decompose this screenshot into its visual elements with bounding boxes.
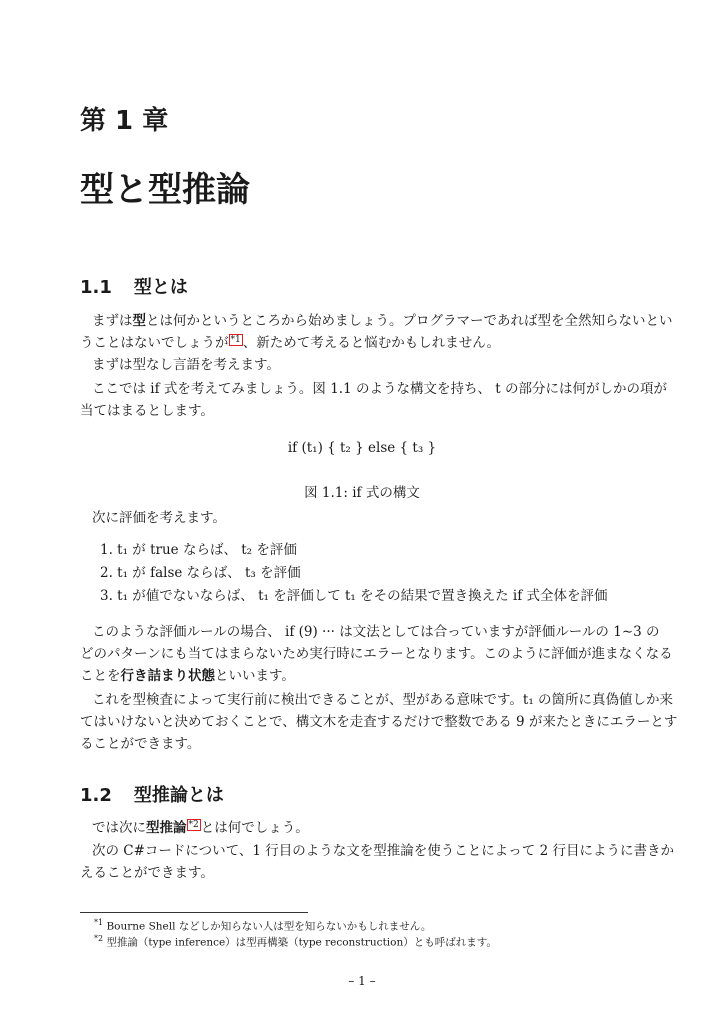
emphasis: 型推論 (146, 820, 187, 836)
paragraph-line: このような評価ルールの場合、 if (9) ··· は文法としては合っていますが評価ルールの 1∼3 の (92, 624, 660, 640)
emphasis: 型 (132, 313, 146, 329)
emphasis: 行き詰まり状態 (120, 668, 215, 684)
paragraph-line: まずは型なし言語を考えます。 (92, 357, 280, 373)
paragraph-line: どのパターンにも当てはまらないため実行時にエラーとなります。このように評価が進まなくなる (80, 646, 673, 662)
paragraph-line: これを型検査によって実行前に検出できることが、型がある意味です。t₁ の箇所に真偽値しか来 (92, 692, 674, 708)
section-heading-1-1 (80, 273, 188, 299)
section-heading-1-2 (80, 781, 224, 807)
figure-caption: 図 1.1: if 式の構文 (304, 485, 420, 501)
formula: if (t₁) { t₂ } else { t₃ } (287, 440, 437, 456)
text: とは何でしょう。 (200, 820, 309, 836)
text: ことを (80, 668, 121, 684)
paragraph-line: 次の C#コードについて、1 行目のような文を型推論を使うことによって 2 行目にように書きか (92, 843, 674, 859)
footnote-mark: *1 (94, 918, 104, 927)
paragraph-line (80, 334, 500, 352)
page-number: – 1 – (348, 974, 376, 988)
paragraph-line: てはいけないと決めておくことで、構文木を走査するだけで整数である 9 が来たときにエラーとす (80, 714, 678, 730)
footnote-link-1[interactable]: *1 (230, 334, 241, 345)
paragraph-line (92, 819, 309, 837)
footnote-link-2[interactable]: *2 (188, 819, 199, 830)
paragraph-line: 当てはまるとします。 (80, 403, 214, 419)
text: では次に (92, 820, 146, 836)
footnote-mark: *2 (94, 934, 104, 943)
text: 、新ためて考えると悩むかもしれません。 (242, 335, 501, 351)
footnote-1 (94, 918, 431, 934)
footnote-text: 型推論（type inference）は型再構築（type reconstruction）とも呼ばれます。 (106, 936, 497, 949)
chapter-label: 第 1 章 (80, 106, 169, 136)
list-item: 2. t₁ が false ならば、 t₃ を評価 (100, 565, 301, 581)
text: まずは (92, 313, 133, 329)
paragraph-line: ここでは if 式を考えてみましょう。図 1.1 のような構文を持ち、 t の部分には何がしかの項が (92, 381, 667, 397)
text: うことはないでしょうが (80, 335, 229, 351)
footnote-2 (94, 934, 497, 950)
footnote-text: Bourne Shell などしか知らない人は型を知らないかもしれません。 (106, 920, 432, 933)
paragraph-line: えることができます。 (80, 865, 214, 881)
footnote-divider (80, 912, 308, 913)
list-item: 3. t₁ が値でないならば、 t₁ を評価して t₁ をその結果で置き換えた if 式全体を評価 (100, 588, 608, 604)
paragraph-line (80, 667, 295, 685)
paragraph-line: ることができます。 (80, 736, 201, 752)
text: とは何かというところから始めましょう。プログラマーであれば型を全然知らないとい (146, 313, 673, 329)
section-title: 型とは (133, 277, 188, 298)
list-item: 1. t₁ が true ならば、 t₂ を評価 (100, 542, 297, 558)
paragraph-line (92, 312, 673, 330)
text: といいます。 (215, 668, 295, 684)
paragraph-line: 次に評価を考えます。 (92, 510, 226, 526)
section-number: 1.1 (80, 277, 112, 298)
chapter-title: 型と型推論 (80, 170, 250, 210)
section-title: 型推論とは (133, 785, 224, 806)
section-number: 1.2 (80, 785, 112, 806)
